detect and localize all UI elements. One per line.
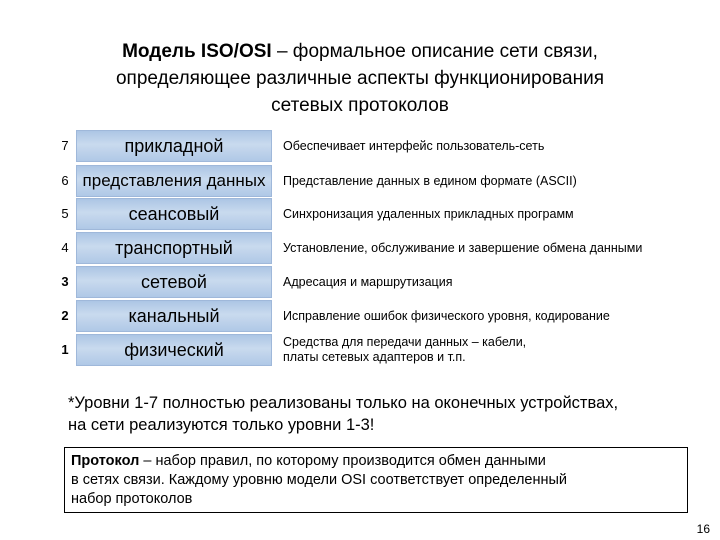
note-line2: на сети реализуются только уровни 1-3! <box>68 416 375 434</box>
layer-description: Установление, обслуживание и завершение обмена данными <box>283 240 643 255</box>
layer-number: 2 <box>61 308 69 323</box>
protocol-line3: набор протоколов <box>71 491 193 507</box>
layer-box-session: сеансовый <box>76 198 272 230</box>
layer-row-7 <box>0 130 720 162</box>
layer-row-6 <box>0 165 720 197</box>
layer-number: 5 <box>61 206 69 221</box>
layer-box-presentation: представления данных <box>76 165 272 197</box>
slide-title <box>60 38 660 119</box>
layer-description-line2: платы сетевых адаптеров и т.п. <box>283 350 466 364</box>
layer-number: 7 <box>61 138 69 153</box>
title-line2: определяющее различные аспекты функционирования <box>115 68 605 89</box>
layer-row-1 <box>0 334 720 366</box>
protocol-line1-rest: – набор правил, по которому производится обмен данными <box>139 453 546 469</box>
protocol-term: Протокол <box>71 453 140 469</box>
layer-description: Обеспечивает интерфейс пользователь-сеть <box>283 138 545 153</box>
protocol-line2: в сетях связи. Каждому уровню модели OSI соответствует определенный <box>71 472 568 488</box>
layer-description: Исправление ошибок физического уровня, кодирование <box>283 308 610 323</box>
levels-note <box>68 392 708 436</box>
title-bold: Модель ISO/OSI <box>122 41 272 62</box>
layer-number: 1 <box>61 342 69 357</box>
title-line1-rest: – формальное описание сети связи, <box>271 41 598 62</box>
protocol-definition-box <box>64 447 688 513</box>
layer-box-physical: физический <box>76 334 272 366</box>
layer-box-datalink: канальный <box>76 300 272 332</box>
layer-row-5 <box>0 198 720 230</box>
layer-box-application: прикладной <box>76 130 272 162</box>
note-line1: *Уровни 1-7 полностью реализованы только на оконечных устройствах, <box>68 394 619 412</box>
layer-description: Представление данных в едином формате (ASCII) <box>283 173 577 188</box>
layer-row-4 <box>0 232 720 264</box>
page-number: 16 <box>696 522 710 536</box>
layer-row-2 <box>0 300 720 332</box>
layer-description <box>283 334 713 366</box>
layer-description: Адресация и маршрутизация <box>283 274 453 289</box>
layer-description-line1: Средства для передачи данных – кабели, <box>283 335 527 349</box>
layer-row-3 <box>0 266 720 298</box>
layer-number: 3 <box>61 274 69 289</box>
title-line3: сетевых протоколов <box>271 95 449 116</box>
layer-box-network: сетевой <box>76 266 272 298</box>
layer-number: 6 <box>61 173 69 188</box>
layer-number: 4 <box>61 240 69 255</box>
layer-box-transport: транспортный <box>76 232 272 264</box>
layer-description: Синхронизация удаленных прикладных программ <box>283 206 574 221</box>
